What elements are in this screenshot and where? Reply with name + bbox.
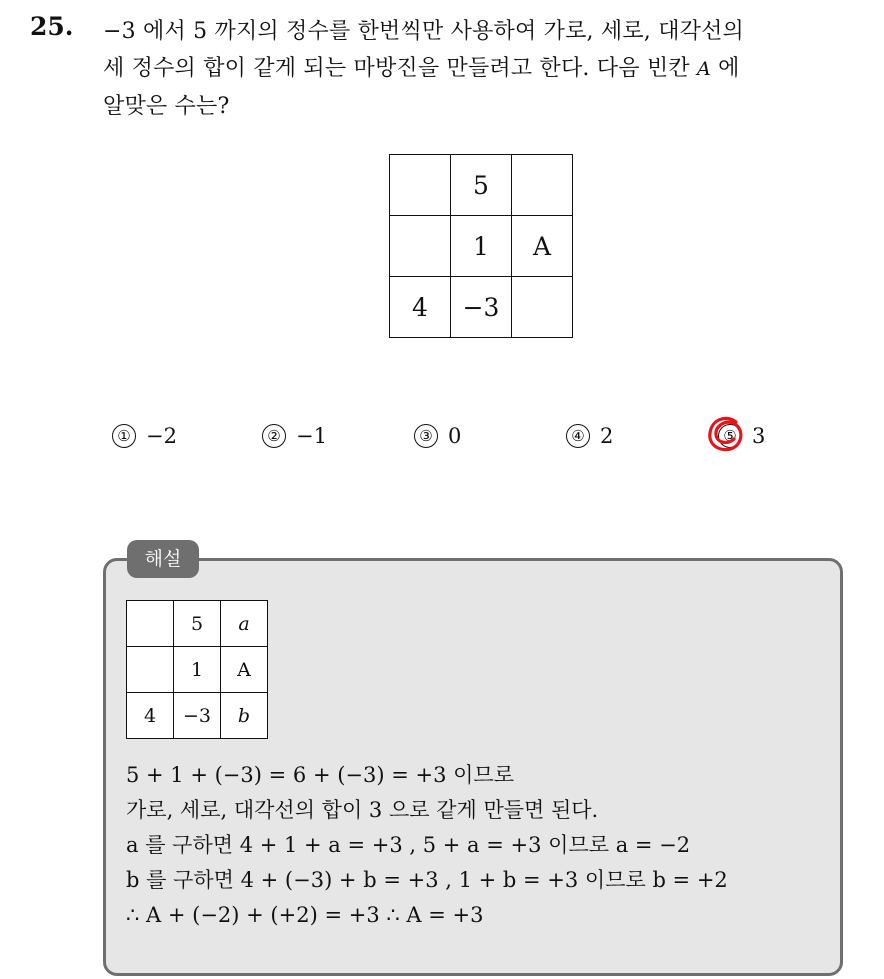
choice-3[interactable] [414,424,461,448]
choice-1[interactable] [112,424,177,448]
choice-number: ④ [566,424,590,448]
solution-grid-cell: b [221,693,268,739]
solution-tag: 해설 [127,540,199,578]
grid-cell: 4 [390,277,451,338]
solution-line-1: 5 + 1 + (−3) = 6 + (−3) = +3 이므로 [126,763,514,787]
solution-line-4: b 를 구하면 4 + (−3) + b = +3 , 1 + b = +3 이므로 b = +2 [126,868,728,892]
question-text [103,13,873,125]
solution-text [126,758,728,933]
choice-value: −1 [296,424,327,448]
solution-line-3: a 를 구하면 4 + 1 + a = +3 , 5 + a = +3 이므로 a = −2 [126,833,691,857]
question-line-2: 세 정수의 합이 같게 되는 마방진을 만들려고 한다. 다음 빈칸 A 에 [103,56,740,81]
answer-mark-icon [706,414,746,454]
question-number: 25. [30,12,74,41]
answer-choices [0,424,884,454]
solution-grid-cell [127,601,174,647]
choice-number: ① [112,424,136,448]
grid-cell: 5 [451,155,512,216]
grid-cell: 1 [451,216,512,277]
choice-number: ⑤ [718,424,742,448]
solution-grid [126,600,268,739]
choice-2[interactable] [262,424,327,448]
solution-grid-cell: 1 [174,647,221,693]
solution-grid-cell: −3 [174,693,221,739]
solution-grid-cell: a [221,601,268,647]
grid-cell: −3 [451,277,512,338]
magic-square-grid [389,154,573,338]
solution-line-5: ∴ A + (−2) + (+2) = +3 ∴ A = +3 [126,903,484,927]
choice-number: ③ [414,424,438,448]
solution-grid-cell: A [221,647,268,693]
grid-cell [390,155,451,216]
choice-value: 2 [600,424,614,448]
solution-line-2: 가로, 세로, 대각선의 합이 3 으로 같게 만들면 된다. [126,798,599,822]
grid-cell [512,155,573,216]
choice-value: 0 [448,424,462,448]
choice-value: −2 [146,424,177,448]
choice-value: 3 [752,424,766,448]
solution-grid-cell: 4 [127,693,174,739]
grid-cell: A [512,216,573,277]
grid-cell [512,277,573,338]
grid-cell [390,216,451,277]
choice-4[interactable] [566,424,613,448]
choice-number: ② [262,424,286,448]
question-line-3: 알맞은 수는? [103,94,230,119]
question-line-1: −3 에서 5 까지의 정수를 한번씩만 사용하여 가로, 세로, 대각선의 [103,19,745,44]
solution-grid-cell [127,647,174,693]
solution-grid-cell: 5 [174,601,221,647]
